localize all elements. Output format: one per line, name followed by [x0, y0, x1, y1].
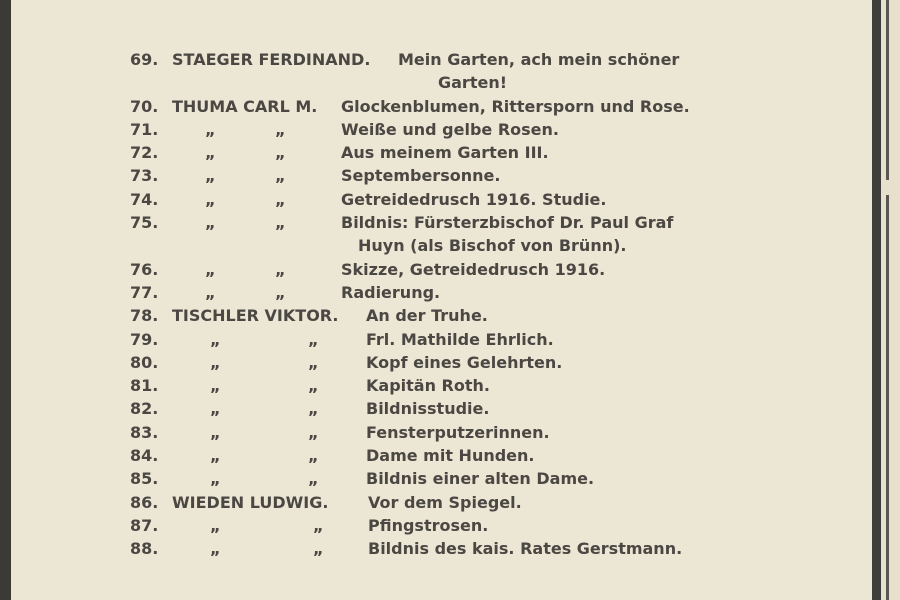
artwork-title: Glockenblumen, Rittersporn und Rose. — [341, 96, 690, 116]
entry-number: 73. — [130, 166, 159, 186]
entry-number: 82. — [130, 399, 159, 419]
artwork-title: Septembersonne. — [341, 166, 501, 186]
ditto-mark: „ — [308, 422, 319, 442]
artwork-title: Getreidedrusch 1916. Studie. — [341, 189, 607, 209]
ditto-mark: „ — [275, 213, 286, 233]
catalog-entry — [130, 164, 770, 187]
catalog-entry — [130, 188, 770, 211]
catalog-entry — [130, 444, 770, 467]
ditto-mark: „ — [308, 469, 319, 489]
page-right-thin-rule-top — [886, 0, 889, 180]
ditto-mark: „ — [275, 119, 286, 139]
ditto-mark: „ — [205, 119, 216, 139]
entry-number: 80. — [130, 352, 159, 372]
entry-number: 75. — [130, 213, 159, 233]
artwork-title: Radierung. — [341, 282, 441, 302]
entry-number: 83. — [130, 422, 159, 442]
ditto-mark: „ — [308, 446, 319, 466]
artwork-title: Bildnis einer alten Dame. — [366, 469, 595, 489]
catalog-entry — [130, 211, 770, 258]
artwork-title: Vor dem Spiegel. — [368, 492, 522, 512]
entry-number: 85. — [130, 469, 159, 489]
artist-name: TISCHLER VIKTOR. — [172, 306, 339, 326]
entry-number: 79. — [130, 329, 159, 349]
entry-number: 76. — [130, 259, 159, 279]
catalog-entry — [130, 397, 770, 420]
ditto-mark: „ — [308, 329, 319, 349]
ditto-mark: „ — [210, 515, 221, 535]
artwork-title: Frl. Mathilde Ehrlich. — [366, 329, 554, 349]
entry-number: 88. — [130, 539, 159, 559]
catalog-entry — [130, 514, 770, 537]
catalog-list — [130, 48, 770, 561]
entry-number: 87. — [130, 515, 159, 535]
ditto-mark: „ — [275, 189, 286, 209]
ditto-mark: „ — [275, 143, 286, 163]
catalog-entry — [130, 491, 770, 514]
catalog-entry — [130, 281, 770, 304]
catalog-entry — [130, 304, 770, 327]
ditto-mark: „ — [210, 352, 221, 372]
artwork-title: Bildnis: Fürsterzbischof Dr. Paul Graf — [341, 213, 674, 233]
ditto-mark: „ — [210, 422, 221, 442]
ditto-mark: „ — [210, 539, 221, 559]
ditto-mark: „ — [210, 469, 221, 489]
artist-name: WIEDEN LUDWIG. — [172, 492, 329, 512]
artwork-title: Fensterputzerinnen. — [366, 422, 550, 442]
catalog-entry — [130, 537, 770, 560]
ditto-mark: „ — [275, 259, 286, 279]
ditto-mark: „ — [205, 282, 216, 302]
artwork-title: Aus meinem Garten III. — [341, 143, 549, 163]
ditto-mark: „ — [205, 189, 216, 209]
catalog-entry — [130, 328, 770, 351]
ditto-mark: „ — [205, 259, 216, 279]
ditto-mark: „ — [275, 282, 286, 302]
artwork-title: Mein Garten, ach mein schöner — [398, 50, 680, 69]
ditto-mark: „ — [205, 213, 216, 233]
artwork-title: Bildnisstudie. — [366, 399, 490, 419]
entry-number: 86. — [130, 492, 159, 512]
catalog-entry — [130, 118, 770, 141]
ditto-mark: „ — [210, 376, 221, 396]
artwork-title: Skizze, Getreidedrusch 1916. — [341, 259, 606, 279]
entry-number: 72. — [130, 143, 159, 163]
ditto-mark: „ — [308, 352, 319, 372]
ditto-mark: „ — [308, 376, 319, 396]
artwork-title: Dame mit Hunden. — [366, 446, 535, 466]
ditto-mark: „ — [210, 446, 221, 466]
entry-number: 81. — [130, 376, 159, 396]
entry-number: 84. — [130, 446, 159, 466]
catalog-entry — [130, 421, 770, 444]
catalog-entry — [130, 95, 770, 118]
ditto-mark: „ — [205, 143, 216, 163]
page-left-edge — [0, 0, 11, 600]
catalog-entry — [130, 374, 770, 397]
ditto-mark: „ — [205, 166, 216, 186]
artist-name: STAEGER FERDINAND. — [172, 50, 371, 69]
entry-number: 74. — [130, 189, 159, 209]
ditto-mark: „ — [275, 166, 286, 186]
artwork-title: Pfingstrosen. — [368, 515, 489, 535]
entry-number: 77. — [130, 282, 159, 302]
catalog-entry — [130, 258, 770, 281]
page-right-thin-rule-bottom — [886, 195, 889, 600]
artwork-title: Bildnis des kais. Rates Gerstmann. — [368, 539, 683, 559]
ditto-mark: „ — [313, 515, 324, 535]
entry-number: 78. — [130, 306, 159, 326]
artwork-title-continuation: Garten! — [438, 73, 508, 93]
page-right-rule — [872, 0, 881, 600]
ditto-mark: „ — [313, 539, 324, 559]
catalog-entry — [130, 141, 770, 164]
artwork-title: Kopf eines Gelehrten. — [366, 352, 563, 372]
artist-name: THUMA CARL M. — [172, 96, 318, 116]
entry-number: 70. — [130, 96, 159, 116]
catalog-entry — [130, 467, 770, 490]
catalog-entry — [130, 351, 770, 374]
entry-number: 69. — [130, 50, 159, 69]
artwork-title: Kapitän Roth. — [366, 376, 490, 396]
catalog-entry — [130, 48, 770, 95]
ditto-mark: „ — [308, 399, 319, 419]
artwork-title-continuation: Huyn (als Bischof von Brünn). — [358, 236, 627, 256]
artwork-title: An der Truhe. — [366, 306, 488, 326]
artwork-title: Weiße und gelbe Rosen. — [341, 119, 559, 139]
ditto-mark: „ — [210, 399, 221, 419]
entry-number: 71. — [130, 119, 159, 139]
ditto-mark: „ — [210, 329, 221, 349]
